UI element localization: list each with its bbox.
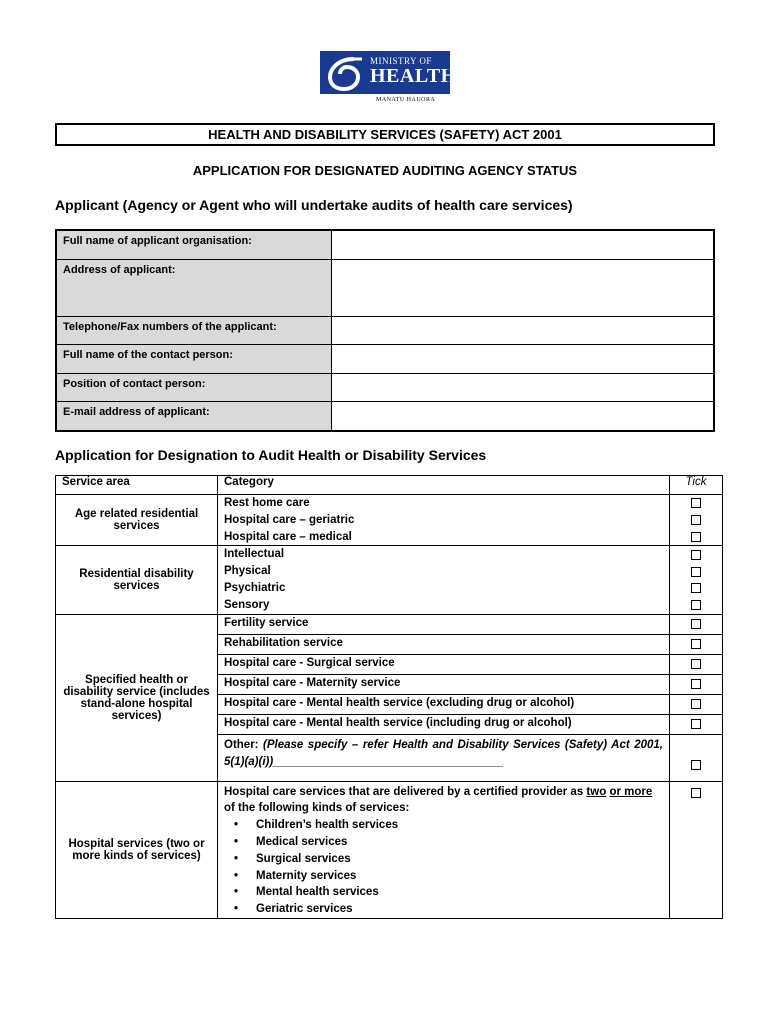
service-area-age-related: Age related residential services <box>56 495 218 546</box>
other-service-checkbox[interactable] <box>691 760 701 770</box>
application-title: APPLICATION FOR DESIGNATED AUDITING AGENCY STATUS <box>192 163 578 178</box>
intellectual-checkbox[interactable] <box>691 550 701 560</box>
other-category <box>218 734 670 781</box>
other-instruction: (Please specify – refer Health and Disability Services (Safety) Act 2001, 5(1)(a)(i))____________________________________ <box>224 738 663 768</box>
category-item: Intellectual <box>224 548 285 561</box>
surgical-service-checkbox[interactable] <box>691 659 701 669</box>
list-item: • Surgical services <box>234 851 663 868</box>
category-item: Hospital care - Maternity service <box>218 674 670 694</box>
category-item: Hospital care – medical <box>224 530 352 543</box>
category-list <box>218 495 670 546</box>
services-table <box>55 475 723 919</box>
category-item: Hospital care – geriatric <box>224 513 355 526</box>
category-item: Rehabilitation service <box>218 634 670 654</box>
applicant-heading: Applicant (Agency or Agent who will undertake audits of health care services) <box>55 197 573 213</box>
rest-home-care-checkbox[interactable] <box>691 498 701 508</box>
specified-row <box>56 614 723 634</box>
designation-heading: Application for Designation to Audit Health or Disability Services <box>55 447 487 463</box>
psychiatric-checkbox[interactable] <box>691 583 701 593</box>
ministry-of-health-logo <box>320 51 457 107</box>
category-header: Category <box>218 476 670 495</box>
field-label: Full name of applicant organisation: <box>56 230 331 259</box>
address-field[interactable] <box>331 259 714 316</box>
category-item: Sensory <box>224 598 270 611</box>
category-item: Hospital care - Mental health service (including drug or alcohol) <box>218 714 670 734</box>
applicant-row <box>56 230 714 259</box>
service-area-residential-disability: Residential disability services <box>56 546 218 614</box>
logo-line1: MINISTRY OF <box>370 56 432 66</box>
category-item: Physical <box>224 565 271 578</box>
rehabilitation-checkbox[interactable] <box>691 639 701 649</box>
applicant-row <box>56 259 714 316</box>
list-item: • Children’s health services <box>234 817 663 834</box>
hospital-intro: Hospital care services that are delivered by a certified provider as two or more of the following kinds of services: <box>224 785 653 815</box>
field-label: E-mail address of applicant: <box>56 401 331 431</box>
category-item: Fertility service <box>218 614 670 634</box>
email-field[interactable] <box>331 401 714 431</box>
applicant-table <box>55 229 715 432</box>
organisation-name-field[interactable] <box>331 230 714 259</box>
service-area-specified: Specified health or disability service (includes stand-alone hospital services) <box>56 614 218 781</box>
applicant-row <box>56 373 714 401</box>
sensory-checkbox[interactable] <box>691 600 701 610</box>
physical-checkbox[interactable] <box>691 567 701 577</box>
koru-logo-icon <box>324 55 366 91</box>
service-row-hospital <box>56 781 723 918</box>
service-row-residential-disability <box>56 546 723 614</box>
telephone-fax-field[interactable] <box>331 316 714 344</box>
service-row-age-related <box>56 495 723 546</box>
field-label: Position of contact person: <box>56 373 331 401</box>
category-item: Hospital care - Mental health service (excluding drug or alcohol) <box>218 694 670 714</box>
fertility-service-checkbox[interactable] <box>691 619 701 629</box>
hospital-services-checkbox[interactable] <box>691 788 701 798</box>
logo-subtitle: MANATU HAUORA <box>376 97 436 103</box>
act-title: HEALTH AND DISABILITY SERVICES (SAFETY) ACT 2001 <box>55 123 715 146</box>
field-label: Telephone/Fax numbers of the applicant: <box>56 316 331 344</box>
tick-column <box>670 546 723 614</box>
service-area-header: Service area <box>56 476 218 495</box>
applicant-row <box>56 316 714 344</box>
mental-health-incl-checkbox[interactable] <box>691 719 701 729</box>
applicant-row <box>56 401 714 431</box>
or-more-underlined: or more <box>609 785 653 798</box>
list-item: • Mental health services <box>234 884 663 901</box>
services-header-row <box>56 476 723 495</box>
category-item: Hospital care - Surgical service <box>218 654 670 674</box>
contact-position-field[interactable] <box>331 373 714 401</box>
category-list <box>218 546 670 614</box>
service-area-hospital: Hospital services (two or more kinds of services) <box>56 781 218 918</box>
hospital-category <box>218 781 670 918</box>
category-item: Rest home care <box>224 497 310 509</box>
field-label: Full name of the contact person: <box>56 344 331 373</box>
mental-health-excl-checkbox[interactable] <box>691 699 701 709</box>
list-item: • Geriatric services <box>234 901 663 918</box>
contact-person-field[interactable] <box>331 344 714 373</box>
hospital-services-list <box>224 817 663 918</box>
tick-header: Tick <box>670 476 723 495</box>
hospital-geriatric-checkbox[interactable] <box>691 515 701 525</box>
list-item: • Maternity services <box>234 868 663 885</box>
logo-box <box>320 51 457 94</box>
field-label: Address of applicant: <box>56 259 331 316</box>
tick-column <box>670 495 723 546</box>
category-item: Psychiatric <box>224 581 286 594</box>
hospital-medical-checkbox[interactable] <box>691 532 701 542</box>
two-underlined: two <box>586 785 607 798</box>
applicant-row <box>56 344 714 373</box>
list-item: • Medical services <box>234 834 663 851</box>
maternity-service-checkbox[interactable] <box>691 679 701 689</box>
other-label: Other: <box>224 738 259 751</box>
logo-line2: HEALTH <box>370 65 457 87</box>
